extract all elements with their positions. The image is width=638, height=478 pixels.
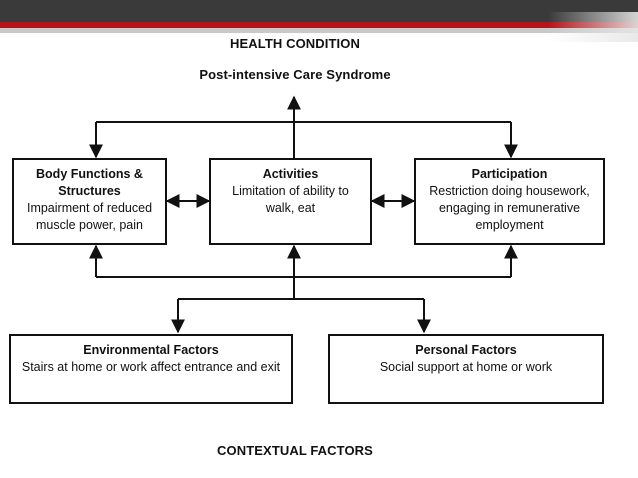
participation-text: Restriction doing housework, engaging in remunerative employment	[429, 184, 590, 232]
activities-heading: Activities	[262, 167, 319, 181]
activities-box	[209, 158, 372, 245]
body-functions-box	[12, 158, 167, 245]
health-condition-title: HEALTH CONDITION	[230, 36, 360, 51]
contextual-factors-title: CONTEXTUAL FACTORS	[217, 443, 373, 458]
environmental-heading: Environmental Factors	[83, 343, 219, 357]
personal-factors-box	[328, 334, 604, 404]
participation-heading: Participation	[471, 167, 548, 181]
personal-heading: Personal Factors	[415, 343, 517, 357]
participation-box	[414, 158, 605, 245]
body-functions-heading: Body Functions & Structures	[36, 167, 143, 198]
activities-text: Limitation of ability to walk, eat	[232, 184, 349, 215]
condition-label: Post-intensive Care Syndrome	[199, 67, 391, 82]
environmental-factors-box	[9, 334, 293, 404]
environmental-text: Stairs at home or work affect entrance and exit	[21, 360, 281, 374]
body-functions-text: Impairment of reduced muscle power, pain	[26, 201, 153, 232]
personal-text: Social support at home or work	[379, 360, 553, 374]
